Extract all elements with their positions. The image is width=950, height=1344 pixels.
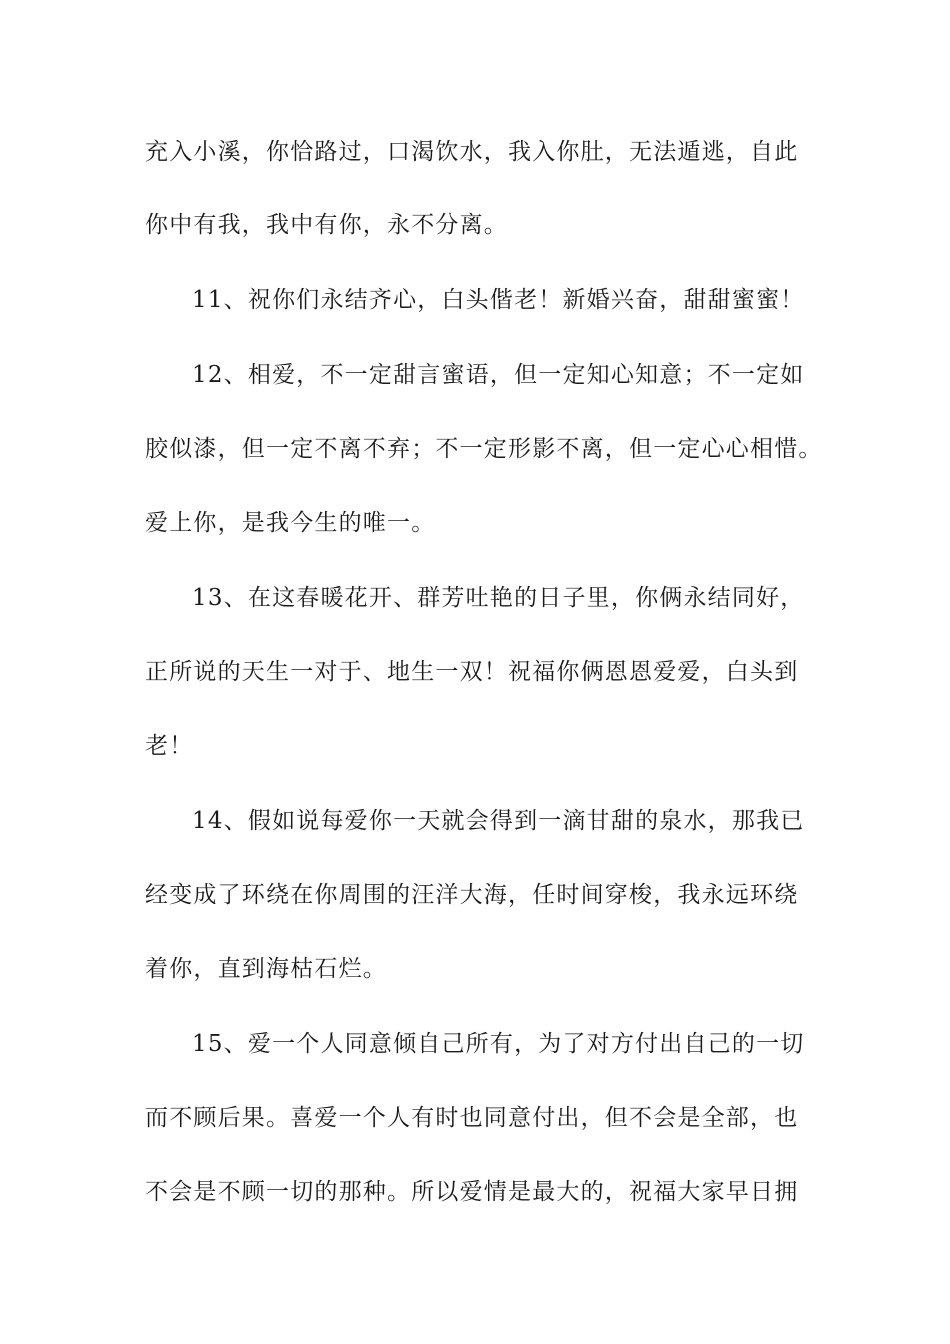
text-line: 胶似漆，但一定不离不弃；不一定形影不离，但一定心心相惜。 (145, 436, 823, 462)
text-line: 你中有我，我中有你，永不分离。 (145, 212, 508, 238)
list-item-11: 11、祝你们永结齐心，白头偕老！新婚兴奋，甜甜蜜蜜！ (192, 287, 805, 313)
text-line: 老！ (145, 733, 194, 759)
text-line: 爱上你，是我今生的唯一。 (145, 510, 436, 536)
text-line: 充入小溪，你恰路过，口渴饮水，我入你肚，无法遁逃，自此 (145, 139, 799, 165)
text-line: 不会是不顾一切的那种。所以爱情是最大的，祝福大家早日拥 (145, 1179, 799, 1205)
text-line: 而不顾后果。喜爱一个人有时也同意付出，但不会是全部，也 (145, 1105, 799, 1131)
text-line: 着你，直到海枯石烂。 (145, 956, 387, 982)
list-item-12: 12、相爱，不一定甜言蜜语，但一定知心知意；不一定如 (192, 362, 805, 388)
list-item-14: 14、假如说每爱你一天就会得到一滴甘甜的泉水，那我已 (192, 808, 805, 834)
text-line: 经变成了环绕在你周围的汪洋大海，任时间穿梭，我永远环绕 (145, 882, 799, 908)
text-line: 正所说的天生一对于、地生一双！祝福你俩恩恩爱爱，白头到 (145, 659, 799, 685)
list-item-13: 13、在这春暖花开、群芳吐艳的日子里，你俩永结同好， (192, 585, 805, 611)
list-item-15: 15、爱一个人同意倾自己所有，为了对方付出自己的一切 (192, 1031, 805, 1057)
